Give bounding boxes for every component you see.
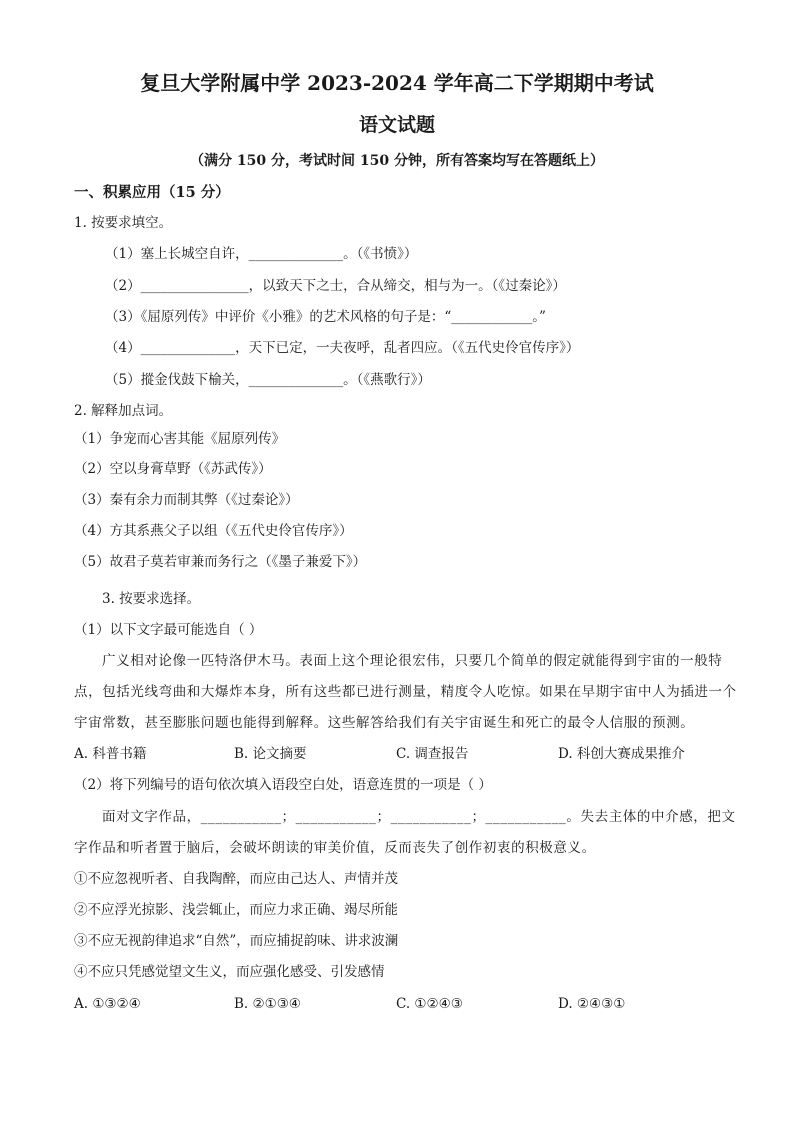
- q3-sub1-stem: （1）以下文字最可能选自（ ）: [74, 622, 263, 638]
- question-2-stem: 2. 解释加点词。: [74, 403, 173, 419]
- q1-item-2: （2）________________，以致天下之士，合从缔交，相与为一。（《过秦论》）: [105, 278, 566, 294]
- q3-sub1-passage-line: 点，包括光线弯曲和大爆炸本身，所有这些都已进行测量，精度令人吃惊。如果在早期宇宙中人为插进一个: [74, 684, 737, 700]
- q3-sub2-passage-line: 面对文字作品，___________；___________；___________；___________。失去主体的中介感，把文: [102, 809, 736, 825]
- q3-sub1-option-c: C. 调查报告: [396, 746, 469, 762]
- q3-sub2-option-a: A. ①③②④: [74, 996, 141, 1012]
- q3-sub2-stem: （2）将下列编号的语句依次填入语段空白处，语意连贯的一项是（ ）: [74, 777, 492, 793]
- q3-sub1-passage-line: 广义相对论像一匹特洛伊木马。表面上这个理论很宏伟，只要几个简单的假定就能得到宇宙的一般特: [102, 653, 723, 669]
- section-heading: 一、积累应用（15 分）: [74, 184, 230, 201]
- q3-sub2-passage-line: 字作品和听者置于脑后，会破坏朗读的审美价值，反而丧失了创作初衷的积极意义。: [74, 840, 596, 856]
- q3-sub2-option-b: B. ②①③④: [234, 996, 301, 1012]
- q3-sub2-sentence-1: ①不应忽视听者、自我陶醉，而应由己达人、声情并茂: [74, 871, 398, 887]
- q3-sub1-option-d: D. 科创大赛成果推介: [558, 746, 685, 762]
- q3-sub2-option-c: C. ①②④③: [396, 996, 463, 1012]
- exam-title: 复旦大学附属中学 2023-2024 学年高二下学期期中考试: [140, 71, 654, 95]
- q3-sub2-option-d: D. ②④③①: [558, 996, 626, 1012]
- q3-sub1-option-a: A. 科普书籍: [74, 746, 147, 762]
- q3-sub1-option-b: B. 论文摘要: [234, 746, 307, 762]
- q2-item-4: （4）方其系燕父子以组（《五代史伶官传序》）: [74, 523, 353, 539]
- q3-sub1-passage-line: 宇宙常数，甚至膨胀问题也能得到解释。这些解答给我们有关宇宙诞生和死亡的最令人信服的预测。: [74, 715, 695, 731]
- exam-note: （满分 150 分，考试时间 150 分钟，所有答案均写在答题纸上）: [190, 153, 604, 169]
- question-1-stem: 1. 按要求填空。: [74, 215, 173, 231]
- q3-sub2-sentence-4: ④不应只凭感觉望文生义，而应强化感受、引发感情: [74, 964, 385, 980]
- exam-subtitle: 语文试题: [358, 114, 435, 136]
- question-3-stem: 3. 按要求选择。: [102, 591, 201, 607]
- q2-item-2: （2）空以身膏草野（《苏武传》）: [74, 461, 272, 477]
- q1-item-5: （5）摐金伐鼓下榆关，______________。（《燕歌行》）: [105, 372, 431, 388]
- q3-sub2-sentence-3: ③不应无视韵律追求“自然”，而应捕捉韵味、讲求波澜: [74, 933, 399, 949]
- q2-item-5: （5）故君子莫若审兼而务行之（《墨子兼爱下》）: [74, 554, 367, 570]
- q1-item-4: （4）______________，天下已定，一夫夜呼，乱者四应。（《五代史伶官传序》）: [105, 340, 580, 356]
- q3-sub2-sentence-2: ②不应浮光掠影、浅尝辄止，而应力求正确、竭尽所能: [74, 902, 398, 918]
- q1-item-1: （1）塞上长城空自许，______________。（《书愤》）: [105, 246, 418, 262]
- q2-item-1: （1）争宠而心害其能《屈原列传》: [74, 431, 286, 447]
- q1-item-3: （3）《屈原列传》中评价《小雅》的艺术风格的句子是：“____________。”: [105, 309, 546, 325]
- q2-item-3: （3）秦有余力而制其弊（《过秦论》）: [74, 492, 299, 508]
